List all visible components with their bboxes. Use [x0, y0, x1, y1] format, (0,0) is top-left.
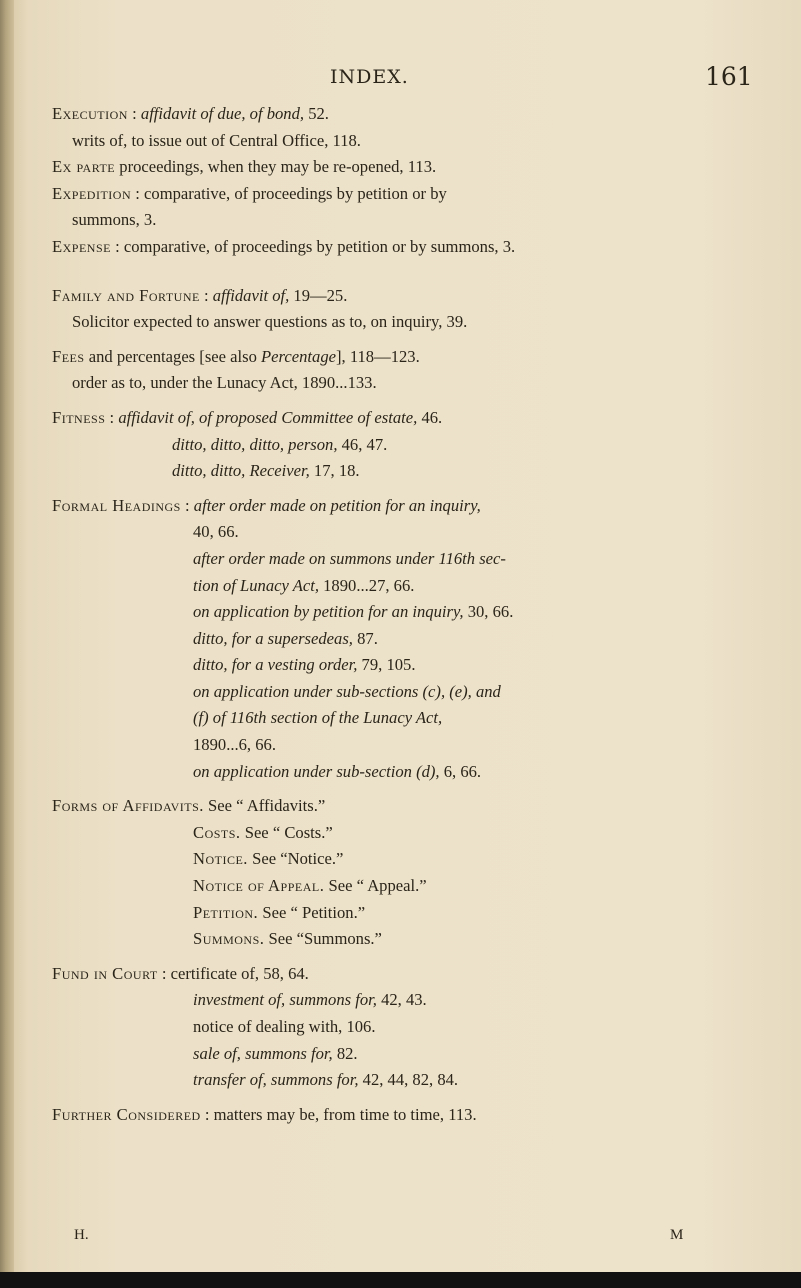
subentry: Solicitor expected to answer questions as to, on inquiry, 39. — [72, 312, 468, 332]
entry-heading: Forms of Affidavits. — [52, 796, 204, 816]
subentry: transfer of, summons for, 42, 44, 82, 84. — [193, 1070, 459, 1090]
index-entries — [52, 101, 772, 1128]
entry-heading: Ex parte — [52, 157, 116, 177]
entry-heading: Fitness — [52, 407, 106, 427]
entry-further-considered: Further Considered : matters may be, from time to time, 113. — [52, 1104, 477, 1124]
entry-expedition: Expedition : comparative, of proceedings by petition or by — [52, 183, 447, 203]
entry-fees: Fees and percentages [see also Percentage], 118—123. — [52, 346, 420, 366]
page-number: 161 — [705, 62, 753, 91]
entry-heading: Fund in Court — [52, 963, 158, 983]
section-gap — [52, 261, 772, 283]
entry-heading: Formal Headings — [52, 495, 181, 515]
entry-heading: Expense — [52, 236, 111, 256]
continuation-line: 40, 66. — [193, 522, 239, 542]
subentry: after order made on summons under 116th sec- — [193, 548, 506, 568]
continuation-line: summons, 3. — [72, 210, 157, 230]
entry-execution: Execution : affidavit of due, of bond, 52. — [52, 104, 329, 123]
entry-family-and-fortune: Family and Fortune : affidavit of, 19—25. — [52, 285, 348, 305]
entry-heading: Family and Fortune — [52, 285, 200, 305]
subentry: investment of, summons for, 42, 43. — [193, 990, 427, 1010]
continuation-line: tion of Lunacy Act, 1890...27, 66. — [193, 575, 415, 595]
entry-heading: Further Considered — [52, 1104, 201, 1124]
subentry: order as to, under the Lunacy Act, 1890...133. — [72, 373, 377, 393]
entry-heading: Fees — [52, 346, 85, 366]
page-header — [0, 62, 801, 102]
subentry-notice: Notice. See “Notice.” — [193, 849, 344, 869]
entry-expense: Expense : comparative, of proceedings by petition or by summons, 3. — [52, 236, 516, 256]
entry-fitness: Fitness : affidavit of, of proposed Committee of estate, 46. — [52, 407, 443, 427]
book-binding-edge — [0, 0, 14, 1288]
subentry: ditto, ditto, ditto, person, 46, 47. — [172, 434, 388, 454]
entry-fund-in-court: Fund in Court : certificate of, 58, 64. — [52, 963, 309, 983]
signature-mark-left: H. — [74, 1227, 89, 1243]
subentry: on application by petition for an inquiry, 30, 66. — [193, 602, 514, 622]
entry-ex-parte: Ex parte proceedings, when they may be re-opened, 113. — [52, 157, 437, 177]
subentry: notice of dealing with, 106. — [193, 1017, 376, 1036]
subentry: ditto, for a vesting order, 79, 105. — [193, 655, 416, 675]
subentry-notice-of-appeal: Notice of Appeal. See “ Appeal.” — [193, 876, 427, 896]
subentry: on application under sub-section (d), 6, 66. — [193, 761, 482, 781]
signature-mark-right: M — [670, 1227, 684, 1243]
subentry: ditto, for a supersedeas, 87. — [193, 628, 378, 648]
subentry-summons: Summons. See “Summons.” — [193, 929, 382, 949]
continuation-line: (f) of 116th section of the Lunacy Act, — [193, 708, 443, 728]
subentry: sale of, summons for, 82. — [193, 1043, 358, 1063]
entry-heading: Execution — [52, 104, 128, 123]
entry-forms-of-affidavits: Forms of Affidavits. See “ Affidavits.” — [52, 796, 326, 816]
subentry: on application under sub-sections (c), (e), and — [193, 681, 501, 701]
subentry: ditto, ditto, Receiver, 17, 18. — [172, 461, 360, 481]
subentry-costs: Costs. See “ Costs.” — [193, 822, 333, 842]
continuation-line: 1890...6, 66. — [193, 735, 276, 755]
subentry-petition: Petition. See “ Petition.” — [193, 902, 366, 922]
scan-bottom-edge — [0, 1272, 801, 1288]
running-title: INDEX. — [330, 66, 409, 88]
entry-formal-headings: Formal Headings : after order made on petition for an inquiry, — [52, 495, 481, 515]
subentry: writs of, to issue out of Central Office, 118. — [72, 130, 361, 150]
entry-heading: Expedition — [52, 183, 132, 203]
